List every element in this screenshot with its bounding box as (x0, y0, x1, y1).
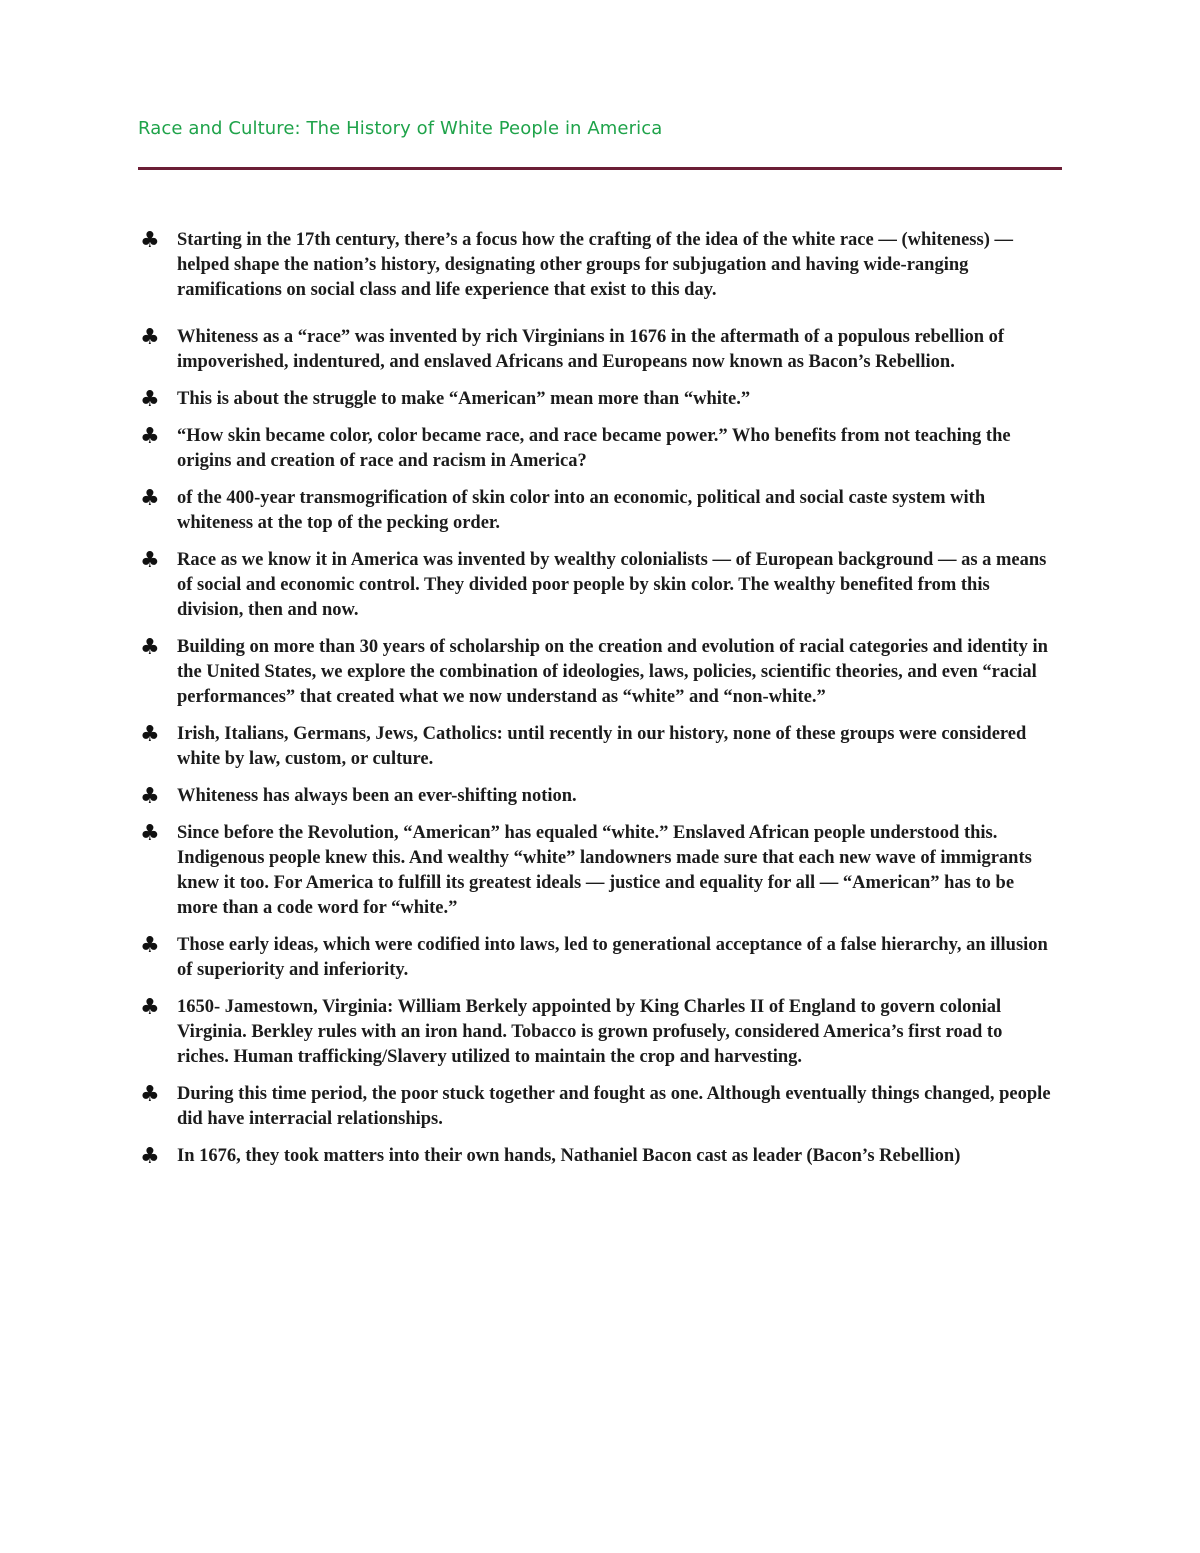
club-icon: ♣ (140, 933, 160, 958)
page-title: Race and Culture: The History of White People in America (138, 118, 663, 139)
club-icon: ♣ (140, 548, 160, 573)
list-item (138, 228, 1058, 303)
list-item (138, 821, 1058, 921)
list-item-text: Irish, Italians, Germans, Jews, Catholics: until recently in our history, none of these groups were considered white by law, custom, or culture. (177, 724, 1027, 769)
list-item-text: “How skin became color, color became race, and race became power.” Who benefits from not teaching the origins and creation of race and racism in America? (177, 426, 1011, 471)
list-item-text: Starting in the 17th century, there’s a focus how the crafting of the idea of the white race — (whiteness) — helped shape the nation’s history, designating other groups for subjugation and having wide-ranging ramifications on social class and life experience that exist to this day. (177, 230, 1013, 300)
club-icon: ♣ (140, 722, 160, 747)
title-divider (138, 167, 1062, 170)
list-item (138, 635, 1058, 710)
bullet-list (138, 228, 1058, 1181)
list-item (138, 784, 1058, 809)
club-icon: ♣ (140, 486, 160, 511)
club-icon: ♣ (140, 1144, 160, 1169)
list-item-text: Whiteness has always been an ever-shifting notion. (177, 786, 577, 806)
club-icon: ♣ (140, 821, 160, 846)
list-item (138, 486, 1058, 536)
list-item-text: 1650- Jamestown, Virginia: William Berkely appointed by King Charles II of England to govern colonial Virginia. Berkley rules with an iron hand. Tobacco is grown profusely, considered America’s first road to riches. Human trafficking/Slavery utilized to maintain the crop and harvesting. (177, 997, 1003, 1067)
list-item (138, 548, 1058, 623)
club-icon: ♣ (140, 325, 160, 350)
list-item (138, 325, 1058, 375)
club-icon: ♣ (140, 424, 160, 449)
list-item (138, 995, 1058, 1070)
list-item-text: Race as we know it in America was invented by wealthy colonialists — of European background — as a means of social and economic control. They divided poor people by skin color. The wealthy benefited from this division, then and now. (177, 550, 1047, 620)
list-item (138, 424, 1058, 474)
club-icon: ♣ (140, 387, 160, 412)
club-icon: ♣ (140, 635, 160, 660)
list-item-text: Those early ideas, which were codified into laws, led to generational acceptance of a false hierarchy, an illusion of superiority and inferiority. (177, 935, 1048, 980)
club-icon: ♣ (140, 784, 160, 809)
list-item (138, 1144, 1058, 1169)
list-item-text: During this time period, the poor stuck together and fought as one. Although eventually things changed, people did have interracial relationships. (177, 1084, 1051, 1129)
list-item (138, 1082, 1058, 1132)
list-item (138, 722, 1058, 772)
club-icon: ♣ (140, 1082, 160, 1107)
list-item-text: of the 400-year transmogrification of skin color into an economic, political and social caste system with whiteness at the top of the pecking order. (177, 488, 986, 533)
club-icon: ♣ (140, 228, 160, 253)
list-item-text: Whiteness as a “race” was invented by rich Virginians in 1676 in the aftermath of a populous rebellion of impoverished, indentured, and enslaved Africans and Europeans now known as Bacon’s Rebellion. (177, 327, 1005, 372)
list-item-text: This is about the struggle to make “American” mean more than “white.” (177, 389, 751, 409)
list-item (138, 933, 1058, 983)
list-item (138, 387, 1058, 412)
list-item-text: In 1676, they took matters into their own hands, Nathaniel Bacon cast as leader (Bacon’s Rebellion) (177, 1146, 961, 1166)
list-item-text: Since before the Revolution, “American” has equaled “white.” Enslaved African people understood this. Indigenous people knew this. And wealthy “white” landowners made sure that each new wave of immigrants knew it too. For America to fulfill its greatest ideals — justice and equality for all — “American” has to be more than a code word for “white.” (177, 823, 1032, 918)
list-item-text: Building on more than 30 years of scholarship on the creation and evolution of racial categories and identity in the United States, we explore the combination of ideologies, laws, policies, scientific theories, and even “racial performances” that created what we now understand as “white” and “non-white.” (177, 637, 1048, 707)
club-icon: ♣ (140, 995, 160, 1020)
